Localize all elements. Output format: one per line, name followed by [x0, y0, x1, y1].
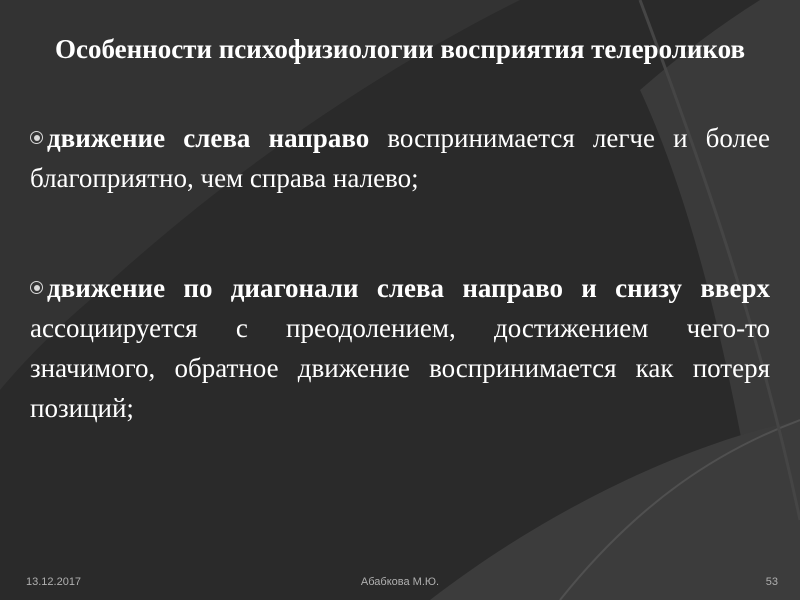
slide-title: Особенности психофизиологии восприятия телероликов: [54, 34, 746, 64]
footer-page-number: 53: [765, 576, 778, 588]
bullet-2-bold-text: движение по диагонали слева направо и снизу вверх: [47, 273, 770, 303]
circle-dot-bullet-icon: [30, 281, 43, 294]
bullet-item-2: [30, 268, 770, 428]
bullet-list: [30, 118, 770, 498]
bullet-1-bold-text: движение слева направо: [47, 123, 370, 153]
footer-date: 13.12.2017: [26, 576, 82, 588]
bullet-item-1: [30, 118, 770, 198]
footer-author: Абабкова М.Ю.: [360, 576, 440, 588]
bullet-2-text: ассоциируется с преодолением, достижением чего-то значимого, обратное движение воспринимается как потеря позиций;: [30, 313, 770, 423]
bullet-1-text: воспринимается легче и более благоприятно, чем справа налево;: [30, 123, 770, 193]
circle-dot-bullet-icon: [30, 131, 43, 144]
